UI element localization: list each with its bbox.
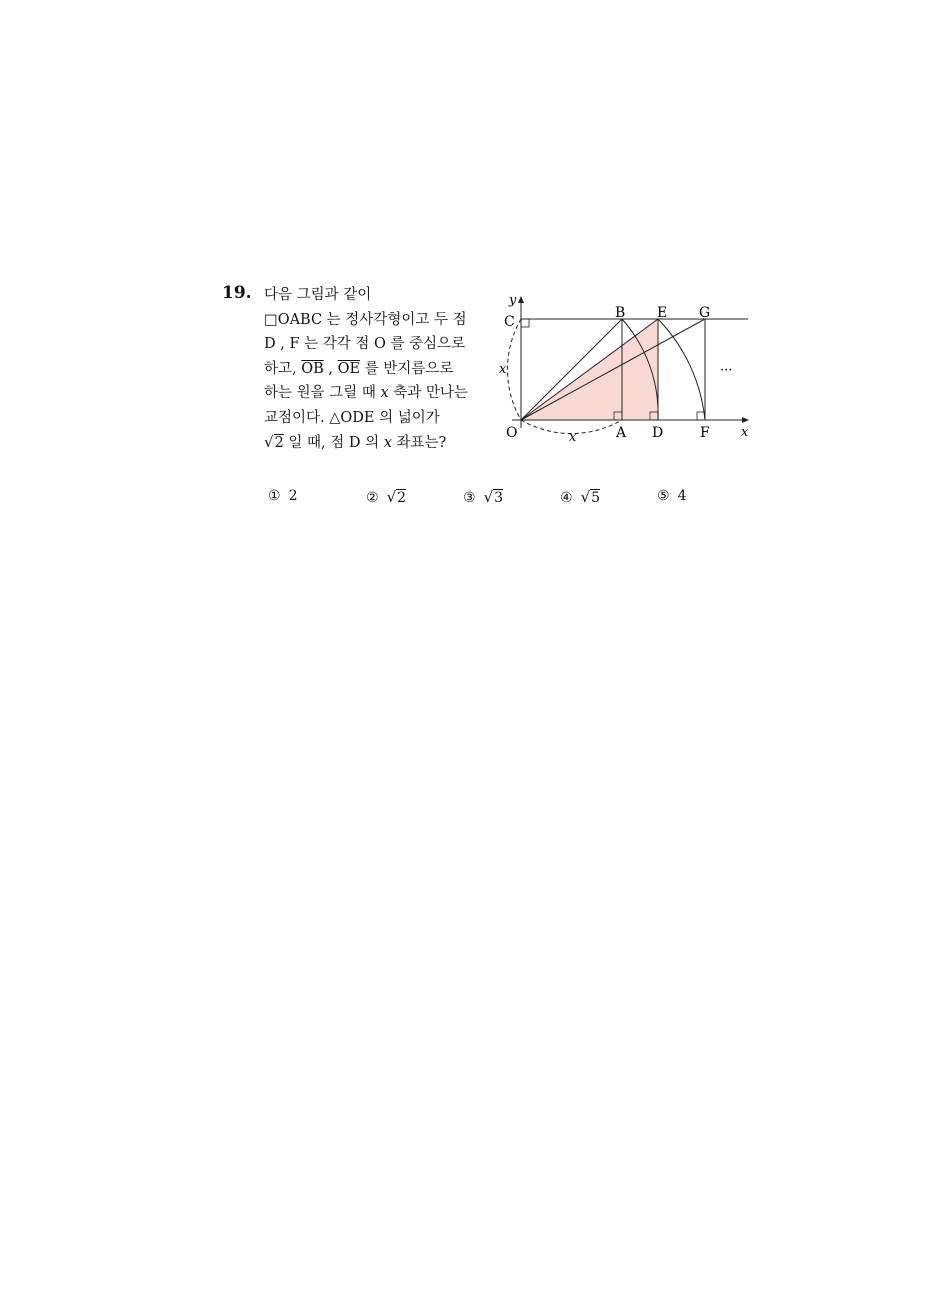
choice-1[interactable]: [268, 488, 297, 504]
segment-oe: $\overline{OE}$: [337, 360, 361, 377]
sqrt-symbol: √: [264, 433, 274, 451]
sqrt-argument: 2: [274, 435, 284, 451]
geometry-figure: [494, 290, 756, 450]
label-b: B: [615, 305, 626, 321]
label-d: D: [652, 425, 664, 441]
segment-ob: $\overline{OB}$: [301, 360, 324, 377]
choice-value: 2: [397, 490, 407, 506]
ellipsis: ···: [720, 363, 733, 378]
variable-x: x: [380, 385, 389, 401]
choice-4[interactable]: [560, 488, 600, 506]
problem-line-6: 교점이다. △ODE 의 넓이가: [264, 409, 440, 426]
text-segment: 좌표는?: [391, 435, 447, 451]
problem-line-5: [264, 381, 489, 406]
sqrt-expression: [387, 490, 406, 506]
choice-mark: ④: [560, 490, 573, 506]
side-length-label: x: [499, 362, 507, 377]
sqrt-expression: [484, 490, 503, 506]
choice-mark: ①: [268, 488, 281, 504]
sqrt-symbol: √: [386, 488, 397, 506]
y-axis-arrow: [518, 296, 524, 303]
label-e: E: [657, 305, 668, 321]
choice-value: 4: [677, 488, 687, 504]
text-segment: 를 반지름으로: [360, 360, 454, 377]
choice-5[interactable]: [657, 488, 686, 504]
x-axis-arrow: [742, 417, 749, 423]
dashed-arc-left: [507, 319, 521, 420]
problem-text: [264, 283, 489, 455]
text-segment: ,: [323, 360, 333, 377]
choice-2[interactable]: [366, 488, 406, 506]
problem-line-2: □OABC 는 정사각형이고 두 점: [264, 311, 467, 328]
choice-mark: ⑤: [657, 488, 670, 504]
problem-line-3: D , F 는 각각 점 O 를 중심으로: [264, 336, 466, 352]
right-angle-mark-c: [521, 319, 529, 327]
choice-value: 3: [494, 490, 504, 506]
answer-choices: [268, 488, 728, 510]
text-segment: 축과 만나는: [388, 385, 468, 401]
choice-mark: ②: [366, 490, 379, 506]
variable-x: x: [383, 435, 392, 451]
arc-e-to-f: [658, 319, 705, 420]
problem-number: 19.: [222, 283, 252, 303]
y-axis-label: y: [509, 293, 517, 308]
choice-3[interactable]: [463, 488, 503, 506]
label-c: C: [504, 314, 515, 330]
text-segment: 하는 원을 그릴 때: [264, 385, 376, 401]
x-axis-label: x: [741, 425, 749, 440]
problem-line-4: [264, 357, 489, 382]
sqrt-expression: [581, 490, 600, 506]
label-g: G: [699, 305, 711, 321]
label-f: F: [700, 425, 710, 441]
choice-value: 2: [288, 488, 298, 504]
text-segment: 하고,: [264, 360, 297, 377]
problem-line-1: 다음 그림과 같이: [264, 287, 372, 303]
text-segment: 일 때, 점 D 의: [283, 435, 380, 451]
sqrt-symbol: √: [580, 488, 591, 506]
sqrt-symbol: √: [483, 488, 494, 506]
label-a: A: [616, 425, 627, 441]
choice-value: 5: [591, 490, 601, 506]
choice-mark: ③: [463, 490, 476, 506]
sqrt-expression: [264, 435, 284, 451]
problem-line-7: [264, 430, 489, 455]
bottom-length-label: x: [569, 430, 577, 445]
label-o: O: [506, 425, 518, 441]
